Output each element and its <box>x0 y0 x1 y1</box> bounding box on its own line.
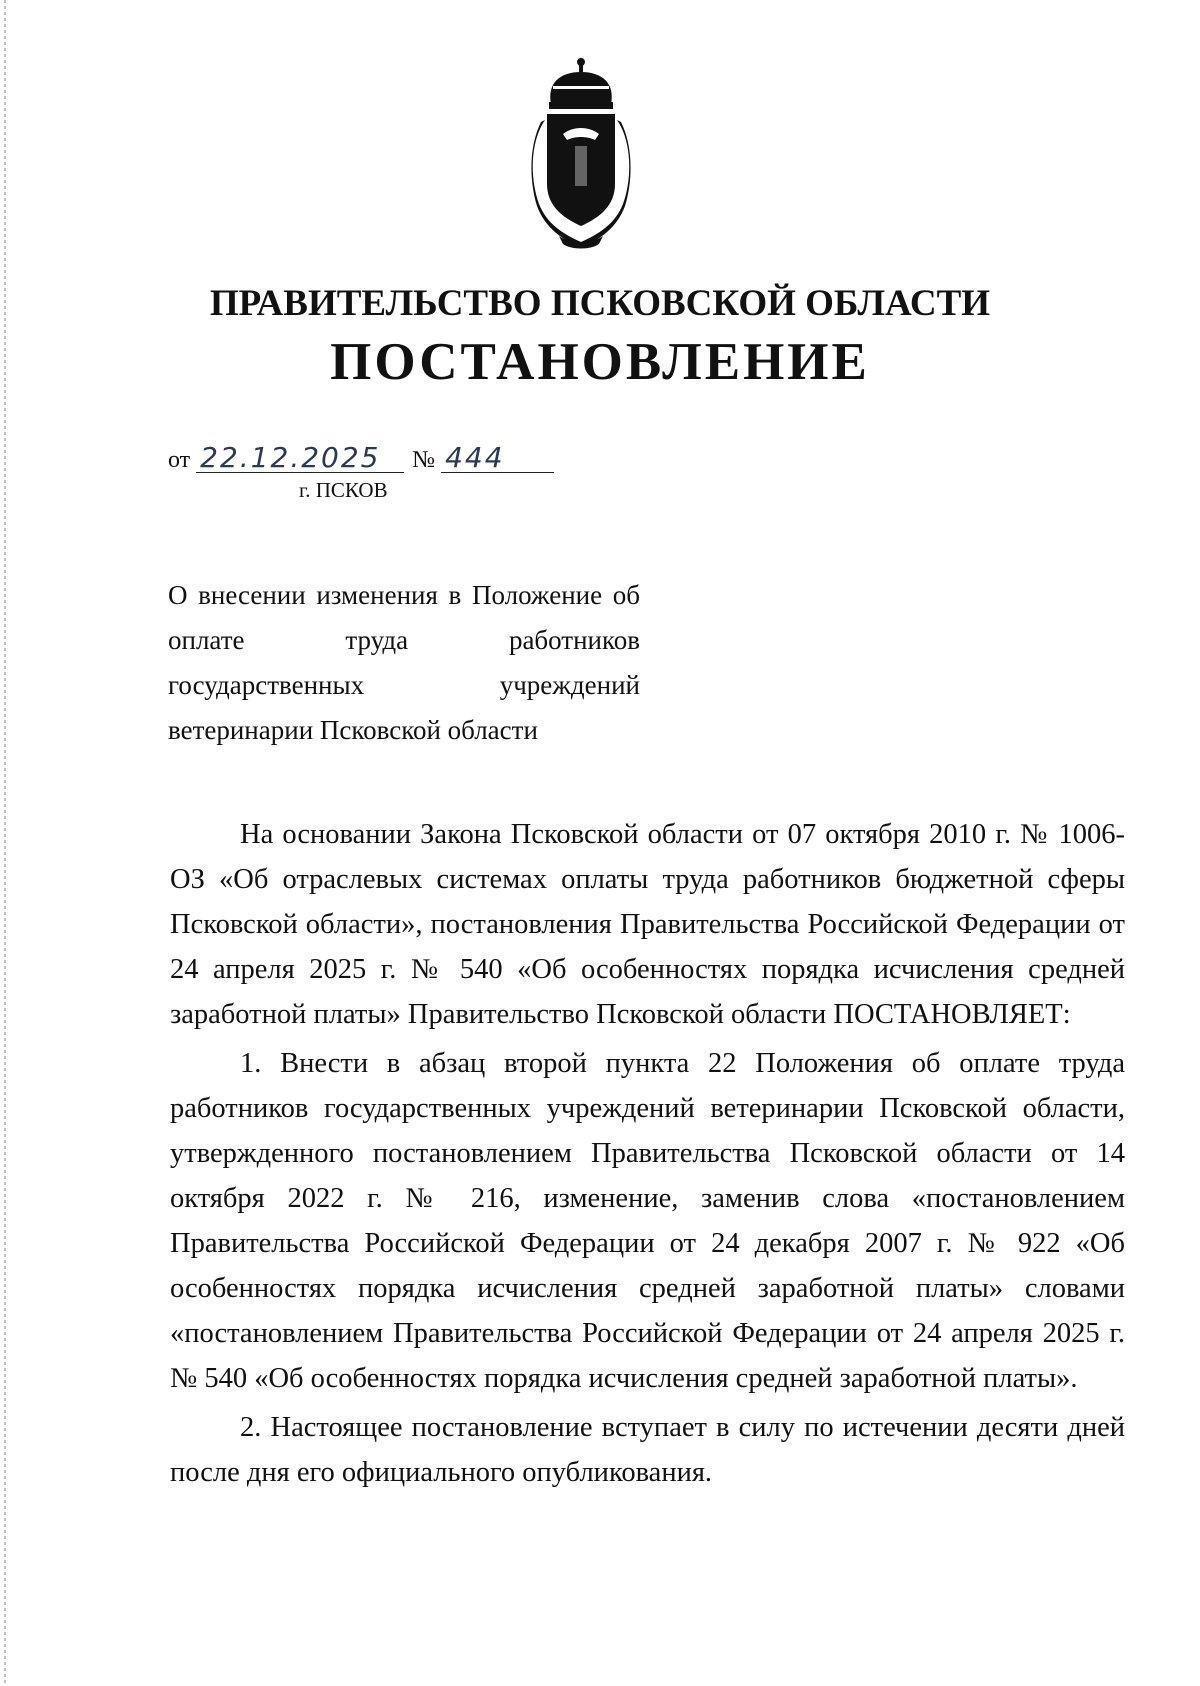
body-paragraph-preamble: На основании Закона Псковской области от 07 октября 2010 г. № 1006-ОЗ «Об отраслевых системах оплаты труда работников бюджетной сферы Псковской области», постановления Правительства Российской Федерации от 24 апреля 2025 г. № 540 «Об особенностях порядка исчисления средней заработной платы» Правительство Псковской области ПОСТАНОВЛЯЕТ: <box>170 819 1125 1030</box>
date-number-row <box>168 441 554 474</box>
scan-edge <box>4 0 6 1686</box>
city-label: г. ПСКОВ <box>299 478 388 502</box>
organization-title: ПРАВИТЕЛЬСТВО ПСКОВСКОЙ ОБЛАСТИ <box>209 283 991 324</box>
subject-line: ветеринарии Псковской области <box>168 715 538 745</box>
number-sign: № <box>412 447 436 473</box>
date-prefix: от <box>168 447 191 473</box>
body-paragraph-item-1: 1. Внести в абзац второй пункта 22 Положения об оплате труда работников государственных учреждений ветеринарии Псковской области, утвержденного постановлением Правительства Псковской области от 14 октября 2022 г. № 216, изменение, заменив слова «постановлением Правительства Российской Федерации от 24 декабря 2007 г. № 922 «Об особенностях порядка исчисления средней заработной платы» словами «постановлением Правительства Российской Федерации от 24 апреля 2025 г. № 540 «Об особенностях порядка исчисления средней заработной платы». <box>170 1048 1125 1394</box>
decree-body <box>170 812 1125 1495</box>
coat-of-arms-emblem <box>529 56 634 250</box>
decree-date: 22.12.2025 <box>196 444 404 473</box>
subject-line: об оплате труда работников <box>168 580 640 655</box>
subject-line: О внесении изменения в Положение <box>168 580 603 610</box>
body-paragraph-item-2: 2. Настоящее постановление вступает в силу по истечении десяти дней после дня его официального опубликования. <box>170 1412 1125 1488</box>
decree-subject <box>168 573 640 753</box>
document-type-title: ПОСТАНОВЛЕНИЕ <box>330 333 870 391</box>
decree-number: 444 <box>441 444 554 473</box>
subject-line: государственных учреждений <box>168 670 640 700</box>
